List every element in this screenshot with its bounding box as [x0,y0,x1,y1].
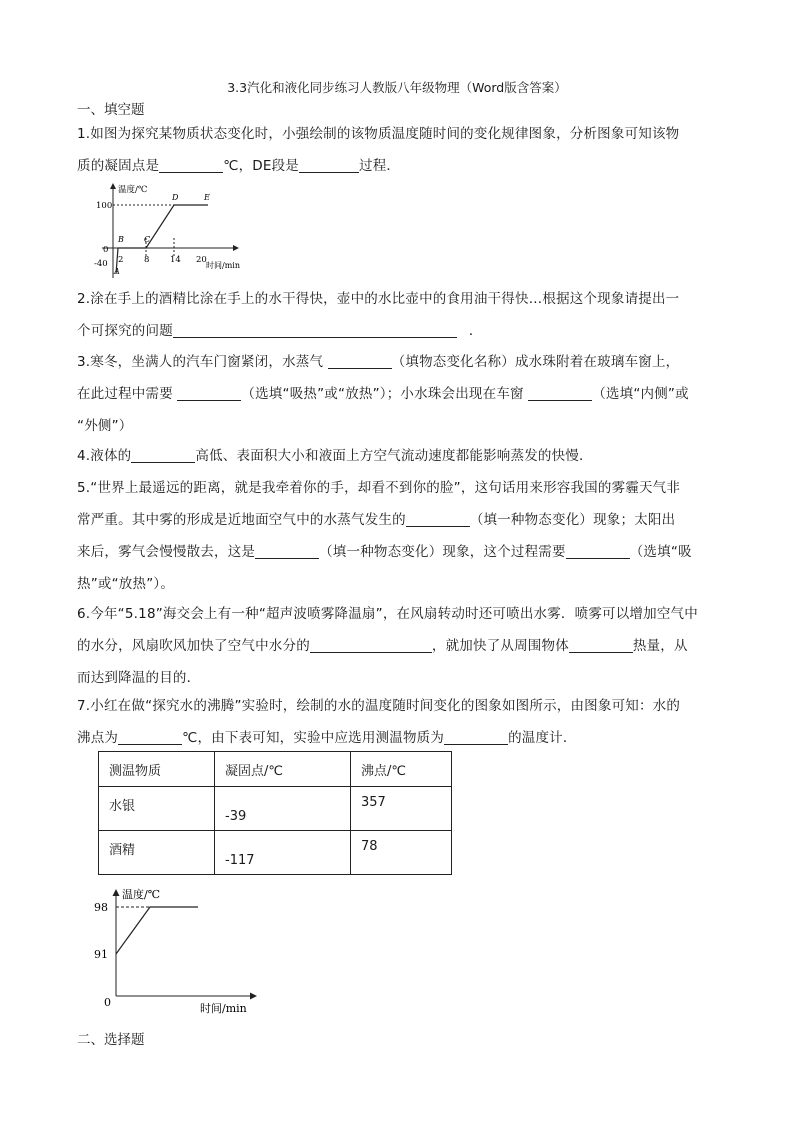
q3-blank-2[interactable] [177,384,241,401]
question-2 [77,283,719,347]
fig2-ytick-0: 0 [104,996,111,1009]
fig1-point-d: D [172,193,179,202]
q1-line-1: 1.如图为探究某物质状态变化时，小强绘制的该物质温度随时间的变化规律图象，分析图象可知该物 [77,126,680,142]
q2-line-2: 个可探究的问题 ． [77,323,483,339]
fig1-ytick-0: 0 [103,245,109,255]
section-fill-in-blank: 一、填空题 [77,102,145,118]
fig1-xtick-14: 14 [170,255,181,265]
q5-blank-2[interactable] [255,542,319,559]
question-1 [77,118,719,182]
fig1-ylabel: 温度/℃ [118,185,148,195]
table-row [99,831,452,875]
q3-blank-3[interactable] [528,384,592,401]
q3-blank-1[interactable] [328,352,392,369]
q4-blank[interactable] [131,446,195,463]
q6-line-1: 6.今年“5.18”海交会上有一种“超声波喷雾降温扇”，在风扇转动时还可喷出水雾．喷雾可以增加空气中 [77,606,698,622]
fig1-xtick-2: 2 [118,255,124,265]
q7-line-1: 7.小红在做“探究水的沸腾”实验时，绘制的水的温度随时间变化的图象如图所示，由图象可知：水的 [77,698,681,714]
fig1-curve [116,205,208,274]
q1-line-2: 质的凝固点是 ℃，DE段是 过程． [77,158,401,174]
q5-blank-3[interactable] [566,542,630,559]
q6-line-3: 而达到降温的目的． [77,670,201,686]
fig1-xtick-8: 8 [144,255,150,265]
thermometer-table [98,751,452,875]
fig2-curve [116,907,198,954]
q4-line-1: 4.液体的 高低、表面积大小和液面上方空气流动速度都能影响蒸发的快慢． [77,448,593,464]
fig1-point-e: E [204,193,210,202]
fig1-xtick-20: 20 [196,255,207,265]
q7-blank-1[interactable] [118,728,182,745]
q3-line-2: 在此过程中需要 （选填“吸热”或“放热”）；小水珠会出现在车窗 （选填“内侧”或 [77,386,689,402]
fig2-ytick-91: 91 [94,948,108,961]
q6-blank-2[interactable] [569,636,633,653]
fig2-xlabel: 时间/min [200,1002,247,1015]
table-header-cell: 测温物质 [99,752,215,787]
document-title: 3.3汽化和液化同步练习人教版八年级物理（Word版含答案） [227,80,567,95]
q5-line-3: 来后，雾气会慢慢散去，这是 （填一种物态变化）现象，这个过程需要 （选填“吸 [77,544,692,560]
question-7 [77,690,719,754]
table-header-cell: 凝固点/℃ [215,752,351,787]
table-cell: -39 [215,787,351,831]
table-cell: -117 [215,831,351,875]
question-3 [77,346,719,442]
table-cell: 水银 [99,787,215,831]
fig2-ytick-98: 98 [94,901,108,914]
q1-blank-2[interactable] [299,156,359,173]
table-header-row [99,752,452,787]
figure-2-graph [88,884,278,1018]
fig1-point-c: C [144,235,151,244]
q7-blank-2[interactable] [444,728,508,745]
q2-line-1: 2.涂在手上的酒精比涂在手上的水干得快，壶中的水比壶中的食用油干得快…根据这个现象请提出一 [77,291,680,307]
q3-line-1: 3.寒冬，坐满人的汽车门窗紧闭，水蒸气 （填物态变化名称）成水珠附着在玻璃车窗上， [77,354,680,370]
q7-line-2: 沸点为 ℃，由下表可知，实验中应选用测温物质为 的温度计． [77,730,577,746]
fig1-point-a: A [114,267,120,276]
table-header-cell: 沸点/℃ [351,752,452,787]
fig1-xlabel: 时间/min [206,261,240,270]
table-row [99,787,452,831]
q5-line-1: 5.“世界上最遥远的距离，就是我牵着你的手，却看不到你的脸”，这句话用来形容我国的雾霾天气非 [77,480,681,496]
table-cell: 酒精 [99,831,215,875]
q5-blank-1[interactable] [406,510,470,527]
q5-line-4: 热”或“放热”）。 [77,576,175,592]
figure-1-graph [88,178,248,283]
fig1-ytick-100: 100 [96,201,113,211]
fig1-point-b: B [118,235,124,244]
table-cell: 357 [351,787,452,831]
table-cell: 78 [351,831,452,875]
fig1-ytick-neg40: -40 [94,259,108,269]
question-6 [77,598,719,694]
section-multiple-choice: 二、选择题 [77,1032,145,1048]
question-4 [77,440,719,472]
q3-line-3: “外侧”） [77,418,133,434]
fig2-ylabel: 温度/℃ [122,888,161,901]
q5-line-2: 常严重。其中雾的形成是近地面空气中的水蒸气发生的 （填一种物态变化）现象；太阳出 [77,512,676,528]
question-5 [77,472,719,600]
q1-blank-1[interactable] [159,156,223,173]
q2-blank[interactable] [173,321,457,338]
q6-blank-1[interactable] [310,636,432,653]
q6-line-2: 的水分，风扇吹风加快了空气中水分的 ，就加快了从周围物体 热量，从 [77,638,688,654]
